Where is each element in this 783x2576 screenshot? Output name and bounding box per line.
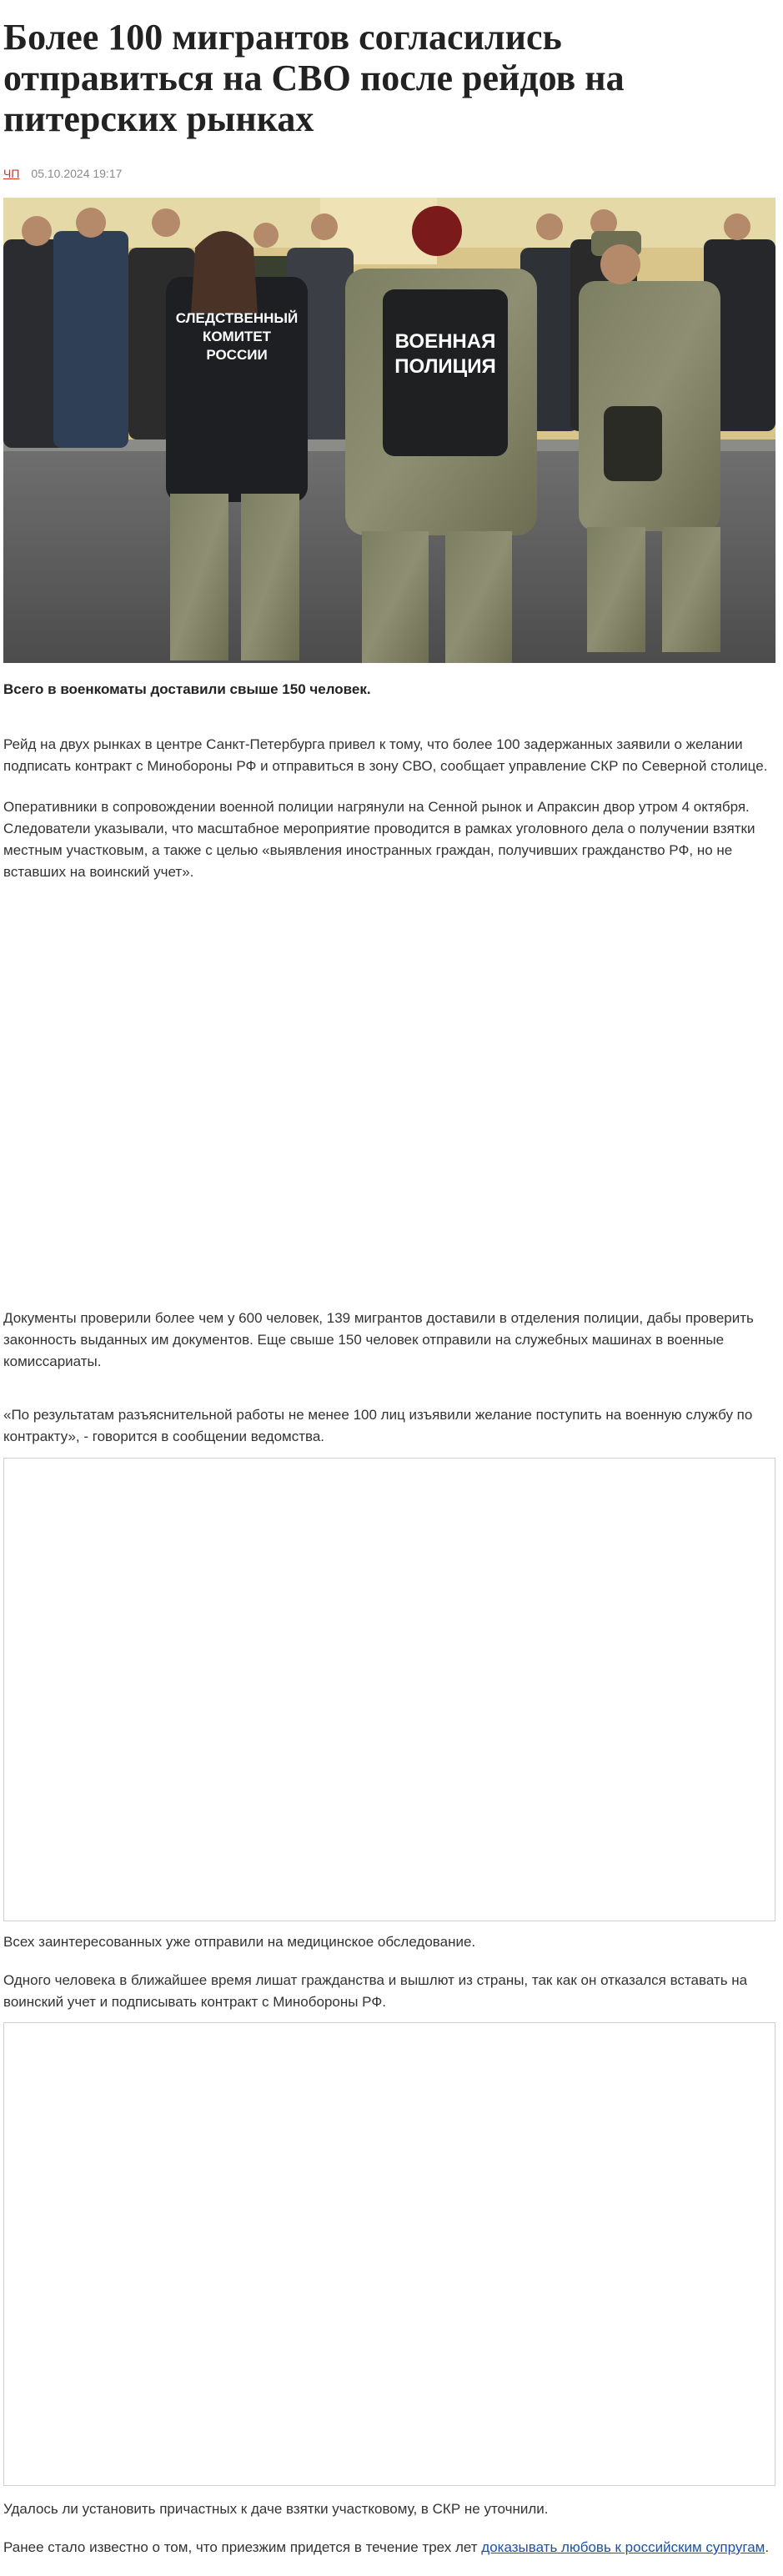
article-meta [3,167,122,180]
paragraph-2: Оперативники в сопровождении военной полиции нагрянули на Сенной рынок и Апраксин двор утром 4 октября. Следователи указывали, что масштабное мероприятие проводится в рамках уголовного дела о получении взятки местным участковым, а также с целью «выявления иностранных граждан, получивших гражданство РФ, но не вставших на воинский учет». [3,799,755,880]
embedded-media-1[interactable] [3,1458,775,1921]
publish-date: 05.10.2024 19:17 [31,167,123,180]
rubric-link[interactable]: ЧП [3,167,20,180]
vest-line-2: КОМИТЕТ [202,329,272,344]
paragraph-8-text: Ранее стало известно о том, что приезжим придется в течение трех лет [3,2539,482,2555]
related-article-link[interactable]: доказывать любовь к российским супругам [481,2539,765,2555]
paragraph-1: Рейд на двух рынках в центре Санкт-Петербурга привел к тому, что более 100 задержанных заявили о желании подписать контракт с Минобороны РФ и отправиться в зону СВО, сообщает управление СКР по Северной столице. [3,736,768,774]
article-lead: Всего в военкоматы доставили свыше 150 человек. [3,681,371,697]
vest-center-line-2: ПОЛИЦИЯ [394,355,496,378]
paragraph-6: Одного человека в ближайшее время лишат гражданства и вышлют из страны, так как он отказался вставать на воинский учет и подписывать контракт с Минобороны РФ. [3,1972,748,2010]
vest-line-3: РОССИИ [206,347,268,363]
paragraph-8-end: . [765,2539,770,2555]
embedded-media-2[interactable] [3,2022,775,2486]
paragraph-8 [3,2537,775,2558]
article-title: Более 100 мигрантов согласились отправиться на СВО после рейдов на питерских рынках [3,17,625,139]
article-photo [3,198,775,663]
paragraph-3: Документы проверили более чем у 600 человек, 139 мигрантов доставили в отделения полиции, дабы проверить законность выданных им документов. Еще свыше 150 человек отправили на служебных машинах в военные комиссариаты. [3,1310,754,1369]
paragraph-5: Всех заинтересованных уже отправили на медицинское обследование. [3,1934,476,1950]
paragraph-4: «По результатам разъяснительной работы не менее 100 лиц изъявили желание поступить на военную службу по контракту», - говорится в сообщении ведомства. [3,1407,753,1444]
paragraph-7: Удалось ли установить причастных к даче взятки участковому, в СКР не уточнили. [3,2501,549,2517]
vest-center-line-1: ВОЕННАЯ [394,330,496,353]
vest-line-1: СЛЕДСТВЕННЫЙ [175,310,299,326]
